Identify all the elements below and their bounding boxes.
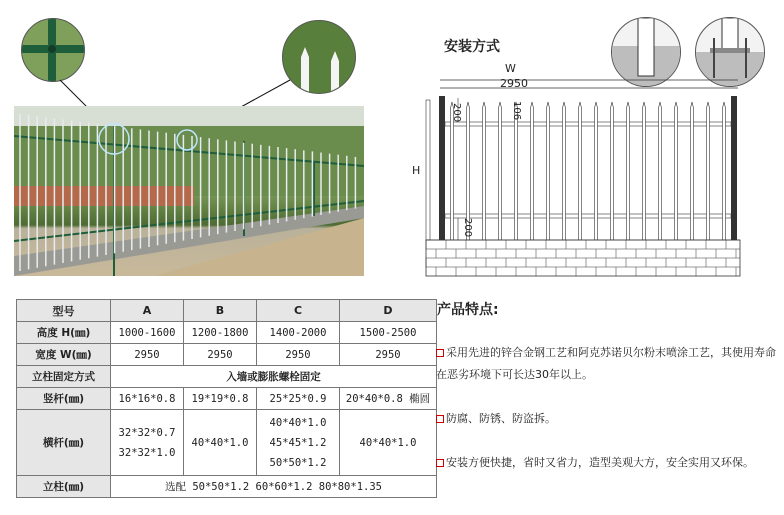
cell: 40*40*1.0: [184, 410, 257, 476]
table-header-row: [17, 300, 437, 322]
diagram-picket: [515, 102, 518, 240]
cell: 40*40*1.0: [340, 410, 437, 476]
cell-line: 50*50*1.2: [269, 456, 327, 469]
fence-photo: [14, 106, 364, 276]
diagram-picket: [611, 102, 614, 240]
bullet-icon: [436, 349, 444, 357]
feature-text: 安装方便快捷，省时又省力，造型美观大方，安全实用又环保。: [446, 456, 754, 469]
right-post: [731, 96, 737, 246]
table-row: [17, 344, 437, 366]
cell: 2950: [257, 344, 340, 366]
spec-table: [16, 299, 437, 498]
diagram-picket: [579, 102, 582, 240]
cell: 2950: [184, 344, 257, 366]
cell-line: 32*32*0.7: [118, 426, 176, 439]
col-header-b: B: [184, 300, 257, 322]
cell: 1400-2000: [257, 322, 340, 344]
cell: 2950: [340, 344, 437, 366]
col-header-a: A: [111, 300, 184, 322]
diagram-title: 安装方式: [444, 39, 500, 55]
cell-line: 32*32*1.0: [118, 446, 176, 459]
cell: 1000-1600: [111, 322, 184, 344]
row-label-picket: 竖杆(㎜): [17, 388, 111, 410]
diagram-picket: [643, 102, 646, 240]
row-label-rail: 横杆(㎜): [17, 410, 111, 476]
diagram-picket: [451, 102, 454, 240]
cell: 19*19*0.8: [184, 388, 257, 410]
cell-rail-c: [257, 410, 340, 476]
diagram-picket: [595, 102, 598, 240]
left-post: [439, 96, 445, 246]
cell-rail-a: [111, 410, 184, 476]
feature-item: [436, 408, 781, 430]
diagram-picket: [723, 102, 726, 240]
diagram-picket: [499, 102, 502, 240]
table-row: [17, 476, 437, 498]
diagram-picket: [531, 102, 534, 240]
row-label-post: 立柱(㎜): [17, 476, 111, 498]
dim-top-value: 200: [451, 103, 462, 123]
cell-line: 45*45*1.2: [269, 436, 327, 449]
cell: 16*16*0.8: [111, 388, 184, 410]
row-label-width: 宽度 W(㎜): [17, 344, 111, 366]
cell: 25*25*0.9: [257, 388, 340, 410]
table-row: [17, 366, 437, 388]
cell: 2950: [111, 344, 184, 366]
dim-w-label: W: [505, 62, 516, 75]
feature-text: 防腐、防锈、防盗拆。: [446, 412, 556, 425]
feature-item: [436, 452, 781, 474]
dim-h-label: H: [412, 164, 421, 177]
features-title: 产品特点:: [437, 302, 499, 318]
cell-post: 选配 50*50*1.2 60*60*1.2 80*80*1.35: [111, 476, 437, 498]
bullet-icon: [436, 459, 444, 467]
diagram-picket: [691, 102, 694, 240]
fence-photo-graphic: [14, 106, 364, 276]
col-header-c: C: [257, 300, 340, 322]
diagram-picket: [547, 102, 550, 240]
cell-line: 40*40*1.0: [269, 416, 327, 429]
diagram-picket: [483, 102, 486, 240]
table-row: [17, 322, 437, 344]
diagram-picket: [627, 102, 630, 240]
cell: 1200-1800: [184, 322, 257, 344]
table-row: [17, 410, 437, 476]
cell-post-fix: 入墙或膨胀螺栓固定: [111, 366, 437, 388]
diagram-picket: [659, 102, 662, 240]
dim-spacing-value: 106: [511, 101, 522, 121]
feature-item: [436, 342, 781, 386]
diagram-picket: [563, 102, 566, 240]
installation-diagram: [418, 30, 778, 280]
feature-text: 采用先进的锌合金钢工艺和阿克苏诺贝尔粉末喷涂工艺，其使用寿命在恶劣环境下可长达30年以上。: [436, 346, 776, 381]
col-header-d: D: [340, 300, 437, 322]
row-label-post-fix: 立柱固定方式: [17, 366, 111, 388]
bullet-icon: [436, 415, 444, 423]
cell: 1500-2500: [340, 322, 437, 344]
table-row: [17, 388, 437, 410]
col-header-model: 型号: [17, 300, 111, 322]
diagram-picket: [675, 102, 678, 240]
dim-width-value: 2950: [500, 77, 528, 90]
diagram-picket: [707, 102, 710, 240]
cell: 20*40*0.8 椭圆: [340, 388, 437, 410]
dim-bottom-value: 200: [462, 218, 473, 238]
row-label-height: 高度 H(㎜): [17, 322, 111, 344]
